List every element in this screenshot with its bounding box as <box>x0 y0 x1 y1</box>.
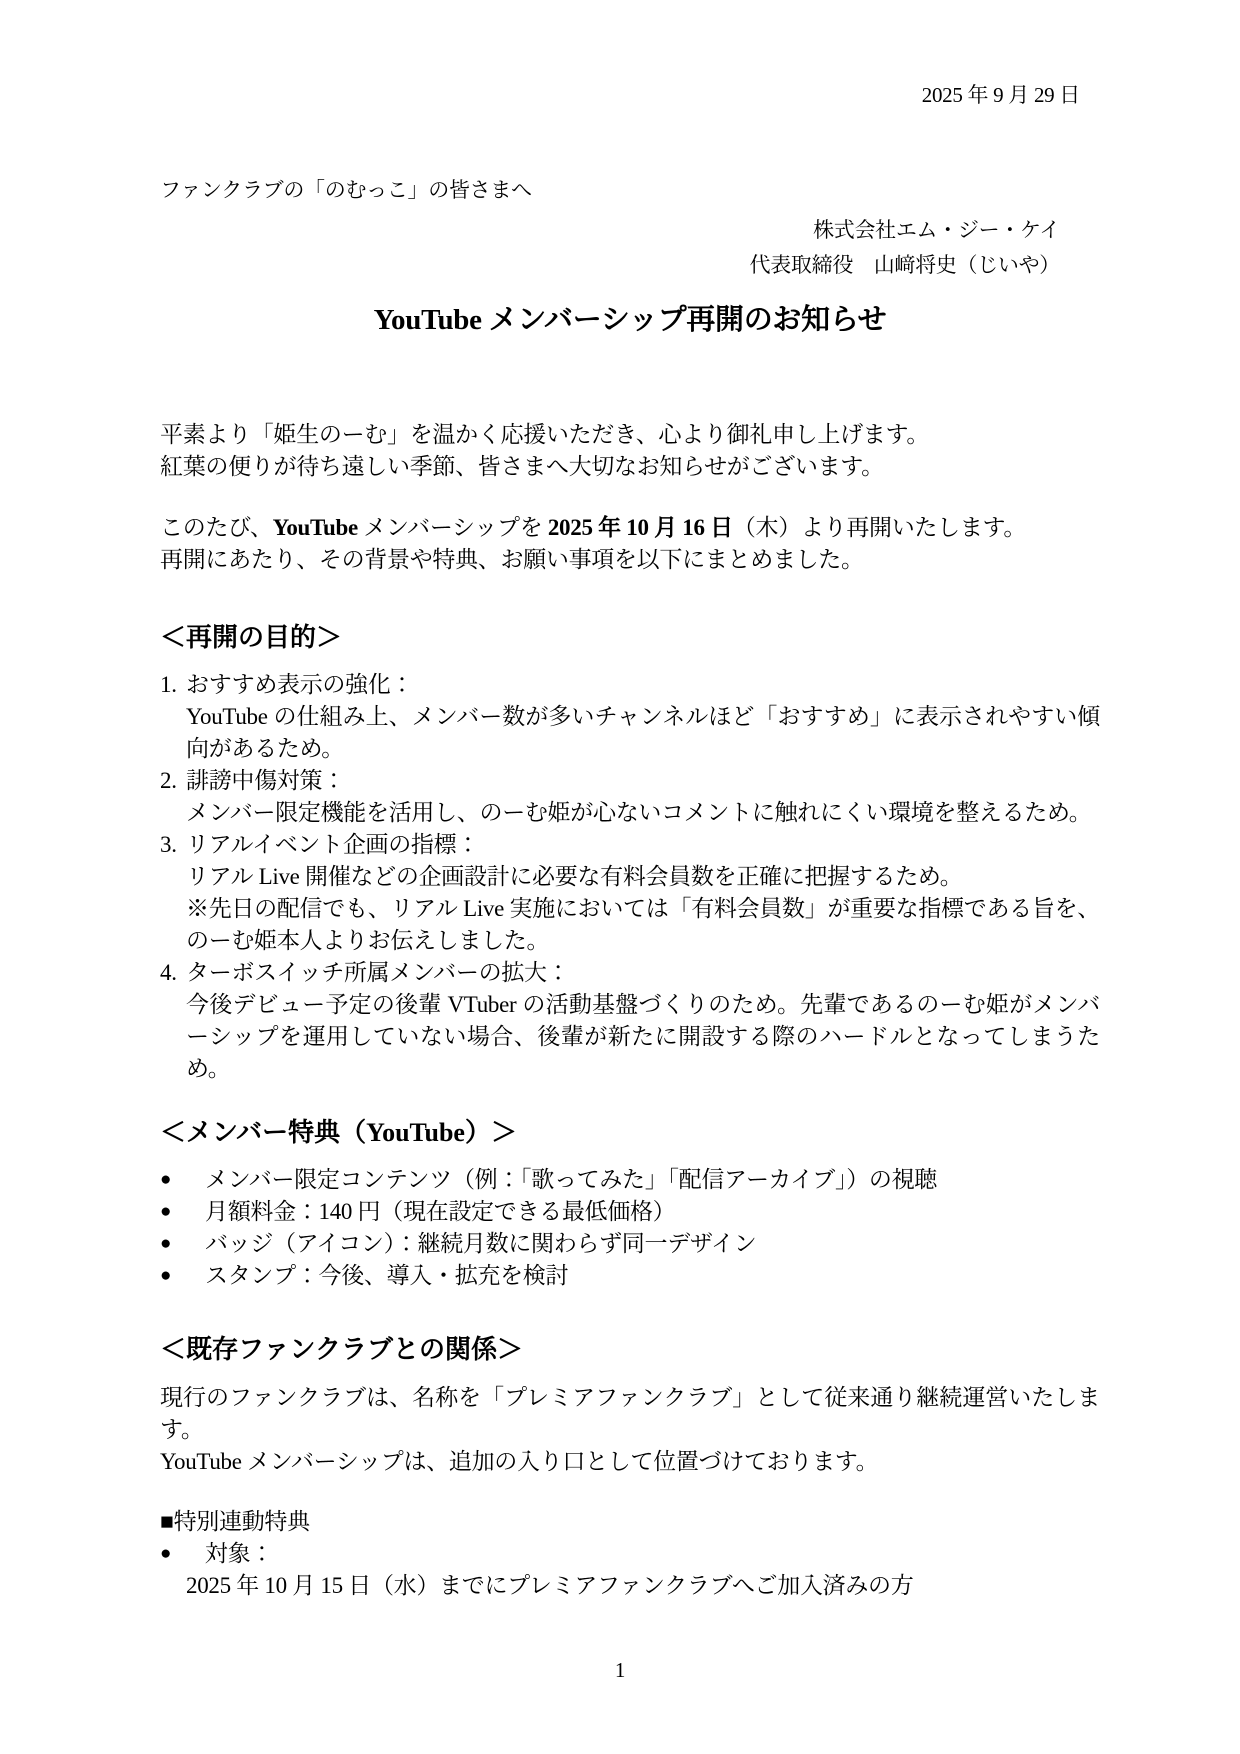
benefit-item-4 <box>160 1260 1100 1292</box>
purpose-item-1-number: 1. <box>160 672 177 697</box>
benefit-item-2-text: 月額料金：140 円（現在設定できる最低価格） <box>205 1199 676 1224</box>
benefit-item-1-text: メンバー限定コンテンツ（例：「歌ってみた」「配信アーカイブ」）の視聴 <box>205 1167 938 1192</box>
representative-name: 代表取締役 山﨑将史（じいや） <box>749 253 1060 277</box>
intro-p2-line2: 再開にあたり、その背景や特典、お願い事項を以下にまとめました。 <box>160 547 864 572</box>
page-number: 1 <box>614 1658 626 1682</box>
special-benefit-heading: ■特別連動特典 <box>160 1509 310 1534</box>
heading-purpose: ＜再開の目的＞ <box>160 623 343 652</box>
heading-fanclub: ＜既存ファンクラブとの関係＞ <box>160 1335 523 1364</box>
purpose-item-1 <box>160 669 1100 765</box>
benefit-item-3 <box>160 1228 1100 1260</box>
purpose-item-1-title: おすすめ表示の強化： <box>186 672 414 697</box>
intro-p2-bold-date: 2025 年 10 月 16 日 <box>547 515 733 540</box>
purpose-item-3 <box>160 829 1100 957</box>
intro-p1-line1: 平素より「姫生のーむ」を温かく応援いただき、心より御礼申し上げます。 <box>160 422 930 447</box>
purpose-item-2 <box>160 765 1100 829</box>
purpose-item-4-body: 今後デビュー予定の後輩 VTuber の活動基盤づくりのため。先輩であるのーむ姫がメンバーシップを運用していない場合、後輩が新たに開設する際のハードルとなってしまうため。 <box>186 992 1100 1081</box>
document-title: YouTube メンバーシップ再開のお知らせ <box>373 304 887 336</box>
purpose-item-4-title: ターボスイッチ所属メンバーの拡大： <box>186 960 570 985</box>
purpose-item-1-body: YouTube の仕組み上、メンバー数が多いチャンネルほど「おすすめ」に表示されやすい傾向があるため。 <box>186 704 1100 761</box>
company-name: 株式会社エム・ジー・ケイ <box>813 218 1060 242</box>
benefit-item-2 <box>160 1196 1100 1228</box>
intro-paragraph-2 <box>160 512 1100 576</box>
special-benefit-body: 2025 年 10 月 15 日（水）までにプレミアファンクラブへご加入済みの方 <box>186 1573 914 1598</box>
purpose-item-3-title: リアルイベント企画の指標： <box>186 832 480 857</box>
purpose-list <box>160 669 1100 1085</box>
fanclub-paragraph-2: YouTube メンバーシップは、追加の入り口として位置づけております。 <box>160 1449 879 1474</box>
addressee-line: ファンクラブの「のむっこ」の皆さまへ <box>160 178 532 202</box>
fanclub-paragraph-1: 現行のファンクラブは、名称を「プレミアファンクラブ」として従来通り継続運営いたします。 <box>160 1385 1100 1442</box>
benefits-list <box>160 1164 1100 1292</box>
fanclub-paragraphs <box>160 1382 1100 1478</box>
benefit-item-4-text: スタンプ：今後、導入・拡充を検討 <box>205 1263 569 1288</box>
purpose-item-2-title: 誹謗中傷対策： <box>186 768 345 793</box>
bullet-icon: ● <box>160 1233 172 1254</box>
bullet-icon: ● <box>160 1543 172 1564</box>
intro-p2-pre: このたび、 <box>160 515 273 540</box>
intro-p2-post: （木）より再開いたします。 <box>732 515 1027 540</box>
purpose-item-3-body: リアル Live 開催などの企画設計に必要な有料会員数を正確に把握するため。 <box>186 864 963 889</box>
special-benefit-title: 対象： <box>205 1541 274 1566</box>
purpose-item-2-body: メンバー限定機能を活用し、のーむ姫が心ないコメントに触れにくい環境を整えるため。 <box>186 800 1092 825</box>
purpose-item-4 <box>160 957 1100 1085</box>
intro-p2-bold-youtube: YouTube <box>272 515 358 540</box>
benefit-item-3-text: バッジ（アイコン）：継続月数に関わらず同一デザイン <box>205 1231 757 1256</box>
special-benefit-item <box>160 1538 1100 1602</box>
purpose-item-3-note: ※先日の配信でも、リアル Live 実施においては「有料会員数」が重要な指標である旨を、のーむ姫本人よりお伝えしました。 <box>186 896 1100 953</box>
intro-p2-line1 <box>160 512 1100 544</box>
purpose-item-4-number: 4. <box>160 960 177 985</box>
intro-p2-mid: メンバーシップを <box>357 515 548 540</box>
bullet-icon: ● <box>160 1265 172 1286</box>
bullet-icon: ● <box>160 1201 172 1222</box>
benefit-item-1 <box>160 1164 1100 1196</box>
heading-benefits: ＜メンバー特典（YouTube）＞ <box>160 1118 517 1147</box>
purpose-item-3-number: 3. <box>160 832 177 857</box>
purpose-item-2-number: 2. <box>160 768 177 793</box>
intro-paragraph-1 <box>160 419 1100 483</box>
intro-p1-line2: 紅葉の便りが待ち遠しい季節、皆さまへ大切なお知らせがございます。 <box>160 454 884 479</box>
bullet-icon: ● <box>160 1169 172 1190</box>
document-date: 2025 年 9 月 29 日 <box>921 83 1080 107</box>
